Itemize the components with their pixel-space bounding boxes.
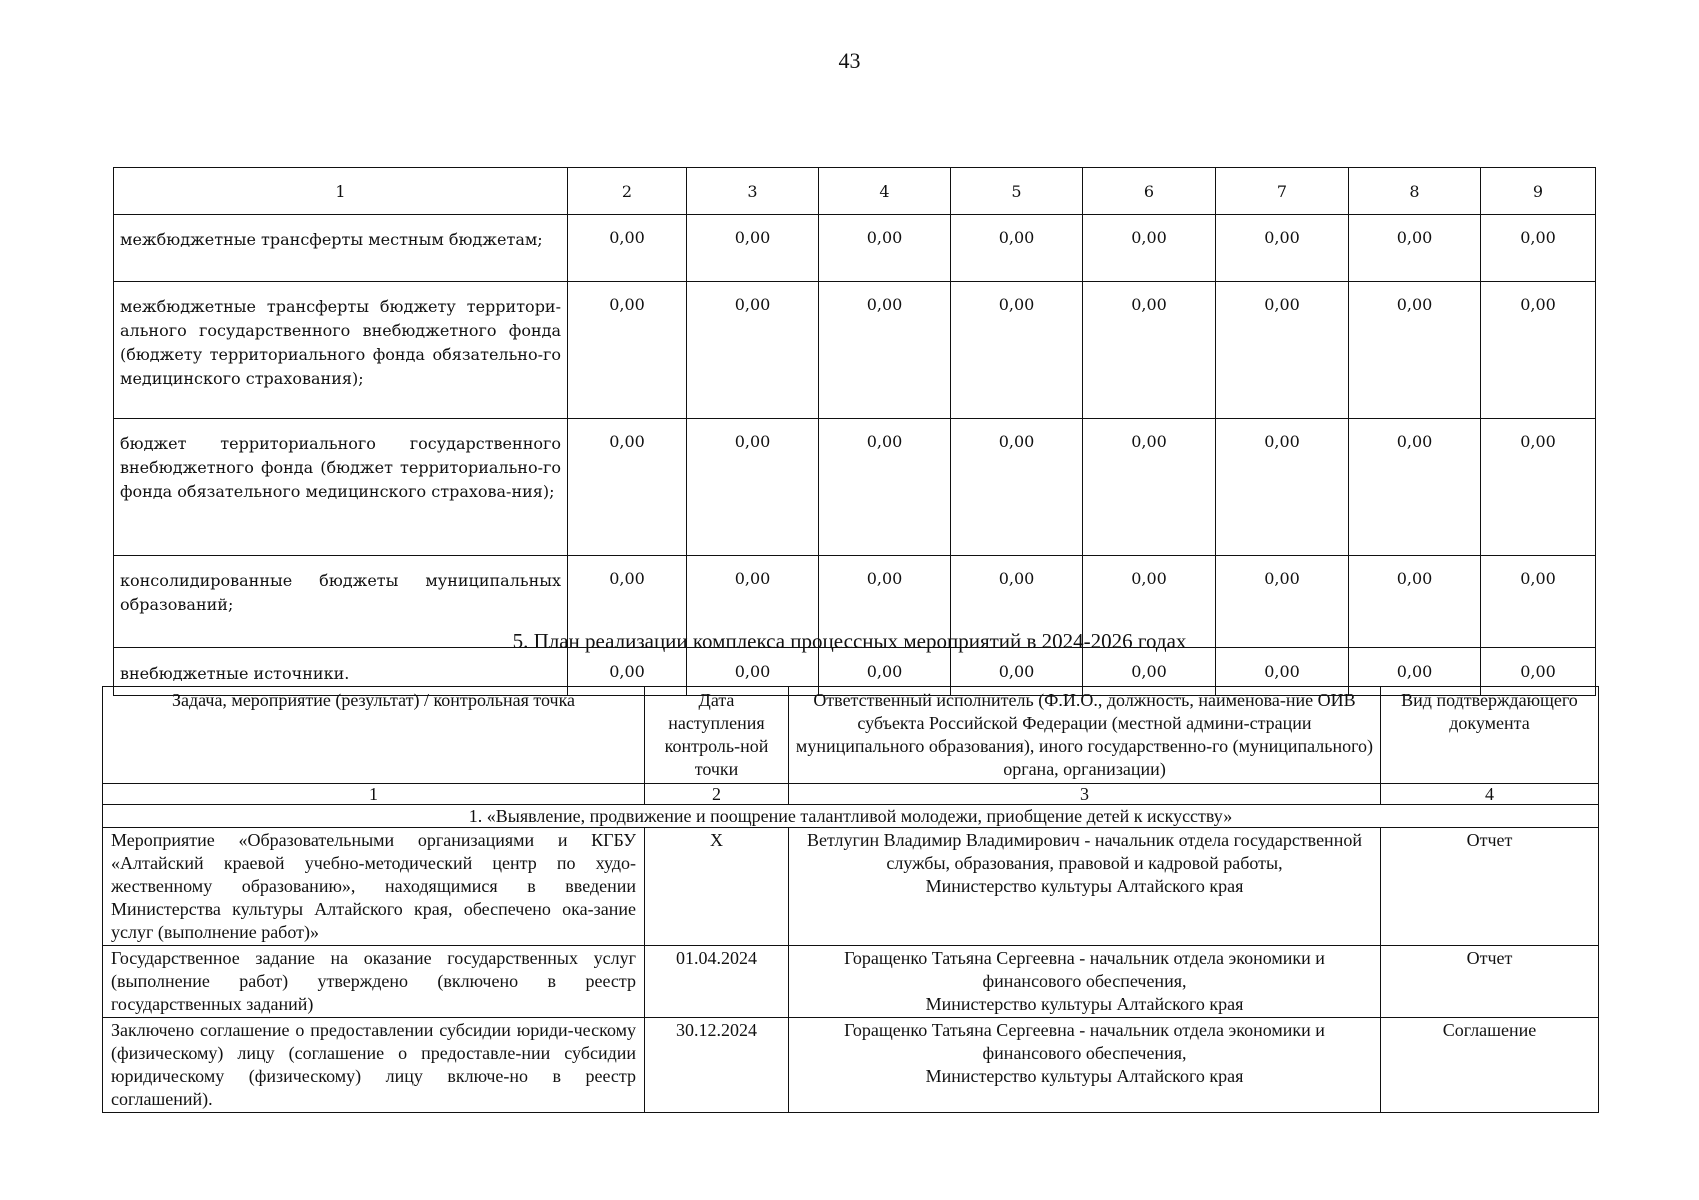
header-task: Задача, мероприятие (результат) / контрольная точка bbox=[103, 687, 645, 784]
column-number: 7 bbox=[1216, 168, 1349, 215]
group-row bbox=[103, 805, 1599, 828]
cell-value: 0,00 bbox=[568, 419, 687, 556]
group-title: 1. «Выявление, продвижение и поощрение талантливой молодежи, приобщение детей к искусству» bbox=[103, 805, 1599, 828]
cell-value: 0,00 bbox=[819, 556, 951, 648]
column-number: 8 bbox=[1349, 168, 1481, 215]
table-row bbox=[114, 282, 1596, 419]
document-cell: Отчет bbox=[1381, 946, 1599, 1018]
cell-value: 0,00 bbox=[1083, 282, 1216, 419]
cell-value: 0,00 bbox=[951, 648, 1083, 696]
column-number: 9 bbox=[1481, 168, 1596, 215]
cell-value: 0,00 bbox=[951, 282, 1083, 419]
plan-table bbox=[102, 686, 1599, 1113]
cell-value: 0,00 bbox=[568, 556, 687, 648]
cell-value: 0,00 bbox=[1481, 215, 1596, 282]
cell-value: 0,00 bbox=[951, 419, 1083, 556]
row-label: межбюджетные трансферты бюджету территори-ального государственного внебюджетного фонда (бюджету территориального фонда обязательно-го медицинского страхования); bbox=[114, 282, 568, 419]
cell-value: 0,00 bbox=[568, 648, 687, 696]
cell-value: 0,00 bbox=[1083, 419, 1216, 556]
executor-text: Горащенко Татьяна Сергеевна - начальник отдела экономики и финансового обеспечения, bbox=[844, 948, 1325, 991]
date-cell: 01.04.2024 bbox=[645, 946, 789, 1018]
task-cell: Мероприятие «Образовательными организациями и КГБУ «Алтайский краевой учебно-методический центр по худо-жественному образованию», находящимися в введении Министерства культуры Алтайского края, обеспечено ока-зание услуг (выполнение работ)» bbox=[103, 828, 645, 946]
executor-org: Министерство культуры Алтайского края bbox=[925, 876, 1244, 896]
header-date: Дата наступления контроль-ной точки bbox=[645, 687, 789, 784]
executor-cell bbox=[789, 946, 1381, 1018]
row-label: межбюджетные трансферты местным бюджетам; bbox=[114, 215, 568, 282]
cell-value: 0,00 bbox=[687, 419, 819, 556]
executor-org: Министерство культуры Алтайского края bbox=[925, 994, 1244, 1014]
cell-value: 0,00 bbox=[1481, 556, 1596, 648]
column-number: 2 bbox=[645, 784, 789, 805]
table-row bbox=[103, 1018, 1599, 1113]
cell-value: 0,00 bbox=[819, 282, 951, 419]
section-title: 5. План реализации комплекса процессных мероприятий в 2024-2026 годах bbox=[512, 629, 1187, 653]
cell-value: 0,00 bbox=[1481, 282, 1596, 419]
cell-value: 0,00 bbox=[951, 556, 1083, 648]
table-row bbox=[114, 419, 1596, 556]
cell-value: 0,00 bbox=[1216, 556, 1349, 648]
date-cell: 30.12.2024 bbox=[645, 1018, 789, 1113]
cell-value: 0,00 bbox=[687, 282, 819, 419]
cell-value: 0,00 bbox=[687, 556, 819, 648]
column-number: 6 bbox=[1083, 168, 1216, 215]
table-header-row bbox=[103, 687, 1599, 784]
cell-value: 0,00 bbox=[1083, 215, 1216, 282]
document-cell: Соглашение bbox=[1381, 1018, 1599, 1113]
cell-value: 0,00 bbox=[1083, 556, 1216, 648]
column-number: 3 bbox=[789, 784, 1381, 805]
executor-org: Министерство культуры Алтайского края bbox=[925, 1066, 1244, 1086]
cell-value: 0,00 bbox=[951, 215, 1083, 282]
budget-table bbox=[113, 167, 1596, 696]
cell-value: 0,00 bbox=[1349, 419, 1481, 556]
row-label: внебюджетные источники. bbox=[114, 648, 568, 696]
document-cell: Отчет bbox=[1381, 828, 1599, 946]
cell-value: 0,00 bbox=[1349, 282, 1481, 419]
table-row bbox=[114, 215, 1596, 282]
cell-value: 0,00 bbox=[1481, 648, 1596, 696]
cell-value: 0,00 bbox=[1349, 215, 1481, 282]
executor-cell bbox=[789, 1018, 1381, 1113]
cell-value: 0,00 bbox=[1216, 215, 1349, 282]
table-header-row bbox=[114, 168, 1596, 215]
cell-value: 0,00 bbox=[1083, 648, 1216, 696]
header-executor: Ответственный исполнитель (Ф.И.О., должность, наименова-ние ОИВ субъекта Российской Федерации (местной админи-страции муниципального образования), иного государственно-го (муниципального) органа, организации) bbox=[789, 687, 1381, 784]
executor-text: Горащенко Татьяна Сергеевна - начальник отдела экономики и финансового обеспечения, bbox=[844, 1020, 1325, 1063]
cell-value: 0,00 bbox=[568, 215, 687, 282]
cell-value: 0,00 bbox=[1481, 419, 1596, 556]
cell-value: 0,00 bbox=[1216, 419, 1349, 556]
cell-value: 0,00 bbox=[1216, 648, 1349, 696]
table-row bbox=[103, 828, 1599, 946]
page-number: 43 bbox=[838, 48, 861, 73]
table-row bbox=[103, 946, 1599, 1018]
column-number: 4 bbox=[819, 168, 951, 215]
column-number: 1 bbox=[114, 168, 568, 215]
column-number: 1 bbox=[103, 784, 645, 805]
cell-value: 0,00 bbox=[568, 282, 687, 419]
cell-value: 0,00 bbox=[1349, 556, 1481, 648]
cell-value: 0,00 bbox=[819, 648, 951, 696]
column-number: 2 bbox=[568, 168, 687, 215]
column-number: 4 bbox=[1381, 784, 1599, 805]
row-label: бюджет территориального государственного внебюджетного фонда (бюджет территориально-го фонда обязательного медицинского страхова-ния); bbox=[114, 419, 568, 556]
header-document: Вид подтверждающего документа bbox=[1381, 687, 1599, 784]
task-cell: Государственное задание на оказание государственных услуг (выполнение работ) утверждено (включено в реестр государственных заданий) bbox=[103, 946, 645, 1018]
column-numbers-row bbox=[103, 784, 1599, 805]
column-number: 5 bbox=[951, 168, 1083, 215]
cell-value: 0,00 bbox=[1216, 282, 1349, 419]
cell-value: 0,00 bbox=[819, 419, 951, 556]
column-number: 3 bbox=[687, 168, 819, 215]
cell-value: 0,00 bbox=[819, 215, 951, 282]
executor-text: Ветлугин Владимир Владимирович - начальник отдела государственной службы, образования, правовой и кадровой работы, bbox=[807, 830, 1362, 873]
row-label: консолидированные бюджеты муниципальных образований; bbox=[114, 556, 568, 648]
cell-value: 0,00 bbox=[1349, 648, 1481, 696]
cell-value: 0,00 bbox=[687, 648, 819, 696]
executor-cell bbox=[789, 828, 1381, 946]
cell-value: 0,00 bbox=[687, 215, 819, 282]
task-cell: Заключено соглашение о предоставлении субсидии юриди-ческому (физическому) лицу (соглашение о предоставле-нии субсидии юридическому (физическому) лицу включе-но в реестр соглашений). bbox=[103, 1018, 645, 1113]
date-cell: Х bbox=[645, 828, 789, 946]
